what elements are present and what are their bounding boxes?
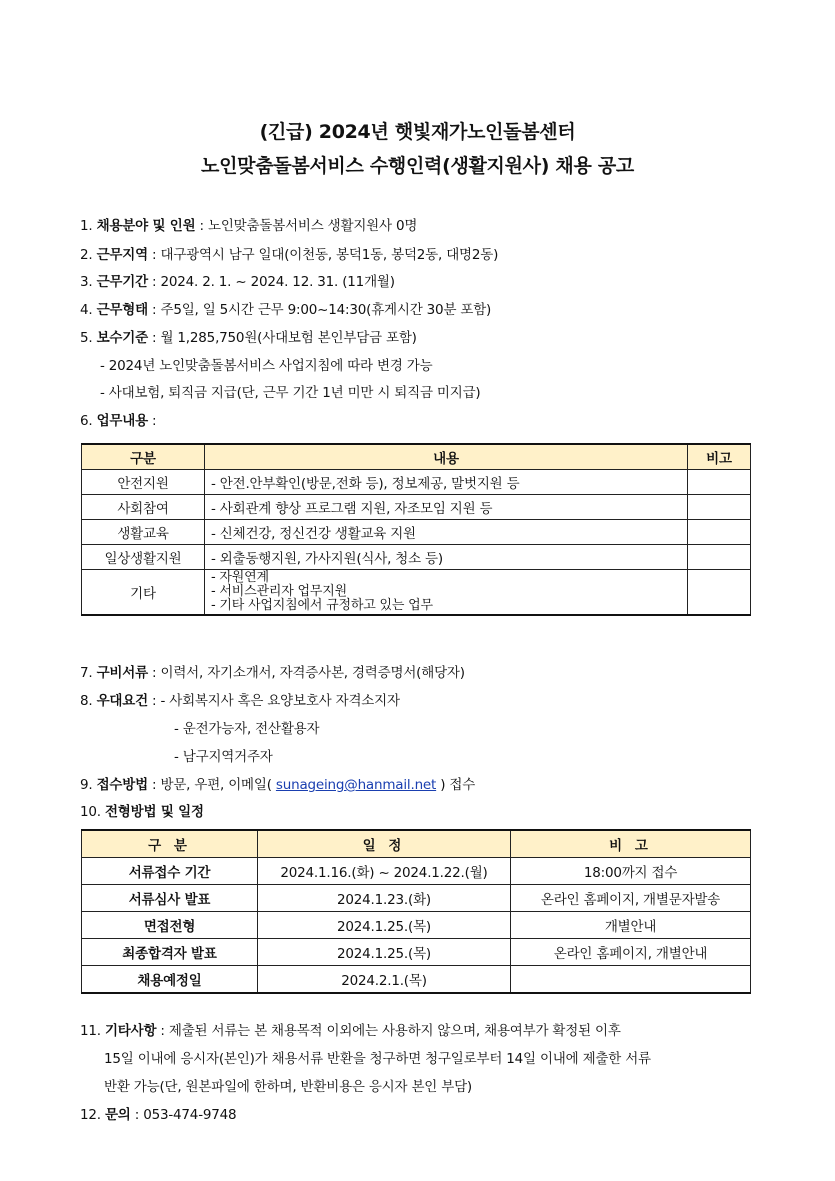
table-header-row — [82, 830, 751, 858]
duty-category: 기타 — [82, 570, 205, 616]
schedule-note: 온라인 홈페이지, 개별문자발송 — [511, 885, 751, 912]
item-number: 9. — [80, 777, 93, 793]
schedule-note: 온라인 홈페이지, 개별안내 — [511, 939, 751, 966]
duty-content: - 안전.안부확인(방문,전화 등), 정보제공, 말벗지원 등 — [205, 470, 688, 495]
item-separator: : — [147, 777, 161, 793]
duty-note — [688, 470, 751, 495]
item-6 — [80, 409, 156, 429]
item-label: 채용분야 및 인원 — [96, 218, 196, 234]
column-header: 비고 — [688, 444, 751, 470]
schedule-date: 2024.1.16.(화) ~ 2024.1.22.(월) — [258, 858, 511, 885]
table-row — [82, 912, 751, 939]
item-label: 구비서류 — [96, 665, 148, 681]
item-value-suffix: ) 접수 — [436, 777, 476, 793]
duty-line: - 기타 사업지침에서 규정하고 있는 업무 — [211, 598, 433, 613]
item-number: 2. — [80, 247, 93, 263]
item-11 — [80, 1019, 621, 1039]
item-5-sub-1: - 2024년 노인맞춤돌봄서비스 사업지침에 따라 변경 가능 — [100, 358, 433, 374]
item-10 — [80, 800, 204, 820]
duty-content — [205, 570, 688, 616]
item-2 — [80, 243, 498, 263]
item-number: 3. — [80, 274, 93, 290]
item-7 — [80, 661, 465, 681]
table-row — [82, 966, 751, 994]
item-number: 4. — [80, 302, 93, 318]
item-8-sub-2: - 남구지역거주자 — [174, 749, 273, 765]
item-value-prefix: 방문, 우편, 이메일( — [160, 777, 272, 793]
item-separator: : — [147, 665, 161, 681]
schedule-date: 2024.2.1.(목) — [258, 966, 511, 994]
table-row — [82, 495, 751, 520]
duty-line: - 서비스관리자 업무지원 — [211, 584, 347, 599]
item-9 — [80, 773, 475, 793]
document-title-line1: (긴급) 2024년 햇빛재가노인돌봄센터 — [259, 121, 576, 143]
item-label: 문의 — [104, 1107, 131, 1123]
item-label: 근무형태 — [96, 302, 148, 318]
table-row — [82, 858, 751, 885]
item-3 — [80, 270, 395, 290]
item-5 — [80, 326, 417, 346]
item-value: 대구광역시 남구 일대(이천동, 봉덕1동, 봉덕2동, 대명2동) — [160, 247, 499, 263]
duty-category: 안전지원 — [82, 470, 205, 495]
item-label: 전형방법 및 일정 — [104, 804, 204, 820]
item-8 — [80, 689, 400, 709]
item-label: 접수방법 — [96, 777, 148, 793]
item-separator: : — [156, 1023, 169, 1039]
item-value: 제출된 서류는 본 채용목적 이외에는 사용하지 않으며, 채용여부가 확정된 이후 — [168, 1023, 621, 1039]
duty-note — [688, 495, 751, 520]
item-separator: : — [147, 302, 161, 318]
schedule-stage: 최종합격자 발표 — [82, 939, 258, 966]
item-number: 8. — [80, 693, 93, 709]
item-5-sub-2: - 사대보험, 퇴직금 지급(단, 근무 기간 1년 미만 시 퇴직금 미지급) — [100, 385, 481, 401]
schedule-date: 2024.1.25.(목) — [258, 912, 511, 939]
item-label: 근무기간 — [96, 274, 148, 290]
item-value: - 사회복지사 혹은 요양보호사 자격소지자 — [160, 693, 400, 709]
item-separator: : — [147, 247, 161, 263]
schedule-note: 18:00까지 접수 — [511, 858, 751, 885]
item-number: 11. — [80, 1023, 101, 1039]
duty-note — [688, 570, 751, 616]
duty-content: - 신체건강, 정신건강 생활교육 지원 — [205, 520, 688, 545]
table-row — [82, 545, 751, 570]
schedule-table — [81, 829, 751, 994]
column-header: 내용 — [205, 444, 688, 470]
column-header: 비 고 — [511, 830, 751, 858]
schedule-date: 2024.1.25.(목) — [258, 939, 511, 966]
item-number: 12. — [80, 1107, 101, 1123]
schedule-stage: 서류심사 발표 — [82, 885, 258, 912]
item-number: 6. — [80, 413, 93, 429]
item-number: 7. — [80, 665, 93, 681]
item-4 — [80, 298, 491, 318]
duty-line: - 자원연계 — [211, 570, 269, 585]
table-row — [82, 470, 751, 495]
item-separator: : — [147, 413, 157, 429]
schedule-stage: 면접전형 — [82, 912, 258, 939]
item-label: 보수기준 — [96, 330, 148, 346]
duty-content: - 외출동행지원, 가사지원(식사, 청소 등) — [205, 545, 688, 570]
item-separator: : — [147, 330, 161, 346]
item-separator: : — [195, 218, 208, 234]
document-title-line2: 노인맞춤돌봄서비스 수행인력(생활지원사) 채용 공고 — [201, 155, 634, 177]
item-11-line-2: 15일 이내에 응시자(본인)가 채용서류 반환을 청구하면 청구일로부터 14일 이내에 제출한 서류 — [104, 1051, 651, 1067]
duty-category: 일상생활지원 — [82, 545, 205, 570]
item-number: 1. — [80, 218, 93, 234]
table-row — [82, 885, 751, 912]
duty-note — [688, 520, 751, 545]
item-separator: : — [130, 1107, 144, 1123]
item-value: 053-474-9748 — [143, 1107, 237, 1123]
schedule-note — [511, 966, 751, 994]
item-separator: : — [147, 693, 161, 709]
item-value: 2024. 2. 1. ~ 2024. 12. 31. (11개월) — [160, 274, 395, 290]
schedule-stage: 서류접수 기간 — [82, 858, 258, 885]
email-link[interactable]: sunageing@hanmail.net — [275, 777, 437, 793]
item-label: 우대요건 — [96, 693, 148, 709]
item-separator: : — [147, 274, 161, 290]
schedule-date: 2024.1.23.(화) — [258, 885, 511, 912]
item-label: 업무내용 — [96, 413, 148, 429]
item-value: 이력서, 자기소개서, 자격증사본, 경력증명서(해당자) — [160, 665, 465, 681]
item-value: 노인맞춤돌봄서비스 생활지원사 0명 — [208, 218, 418, 234]
item-number: 10. — [80, 804, 101, 820]
column-header: 구 분 — [82, 830, 258, 858]
duty-content: - 사회관계 향상 프로그램 지원, 자조모임 지원 등 — [205, 495, 688, 520]
column-header: 일 정 — [258, 830, 511, 858]
item-value: 월 1,285,750원(사대보험 본인부담금 포함) — [160, 330, 417, 346]
table-row — [82, 520, 751, 545]
item-value: 주5일, 일 5시간 근무 9:00~14:30(휴게시간 30분 포함) — [160, 302, 492, 318]
table-row — [82, 939, 751, 966]
duties-table — [81, 443, 751, 616]
item-label: 근무지역 — [96, 247, 148, 263]
item-8-sub-1: - 운전가능자, 전산활용자 — [174, 721, 320, 737]
item-number: 5. — [80, 330, 93, 346]
item-11-line-3: 반환 가능(단, 원본파일에 한하며, 반환비용은 응시자 본인 부담) — [104, 1079, 472, 1095]
table-row — [82, 570, 751, 616]
table-header-row — [82, 444, 751, 470]
column-header: 구분 — [82, 444, 205, 470]
schedule-note: 개별안내 — [511, 912, 751, 939]
duty-category: 사회참여 — [82, 495, 205, 520]
duty-note — [688, 545, 751, 570]
item-1 — [80, 214, 417, 234]
item-label: 기타사항 — [104, 1023, 157, 1039]
schedule-stage: 채용예정일 — [82, 966, 258, 994]
duty-category: 생활교육 — [82, 520, 205, 545]
item-12 — [80, 1103, 236, 1123]
